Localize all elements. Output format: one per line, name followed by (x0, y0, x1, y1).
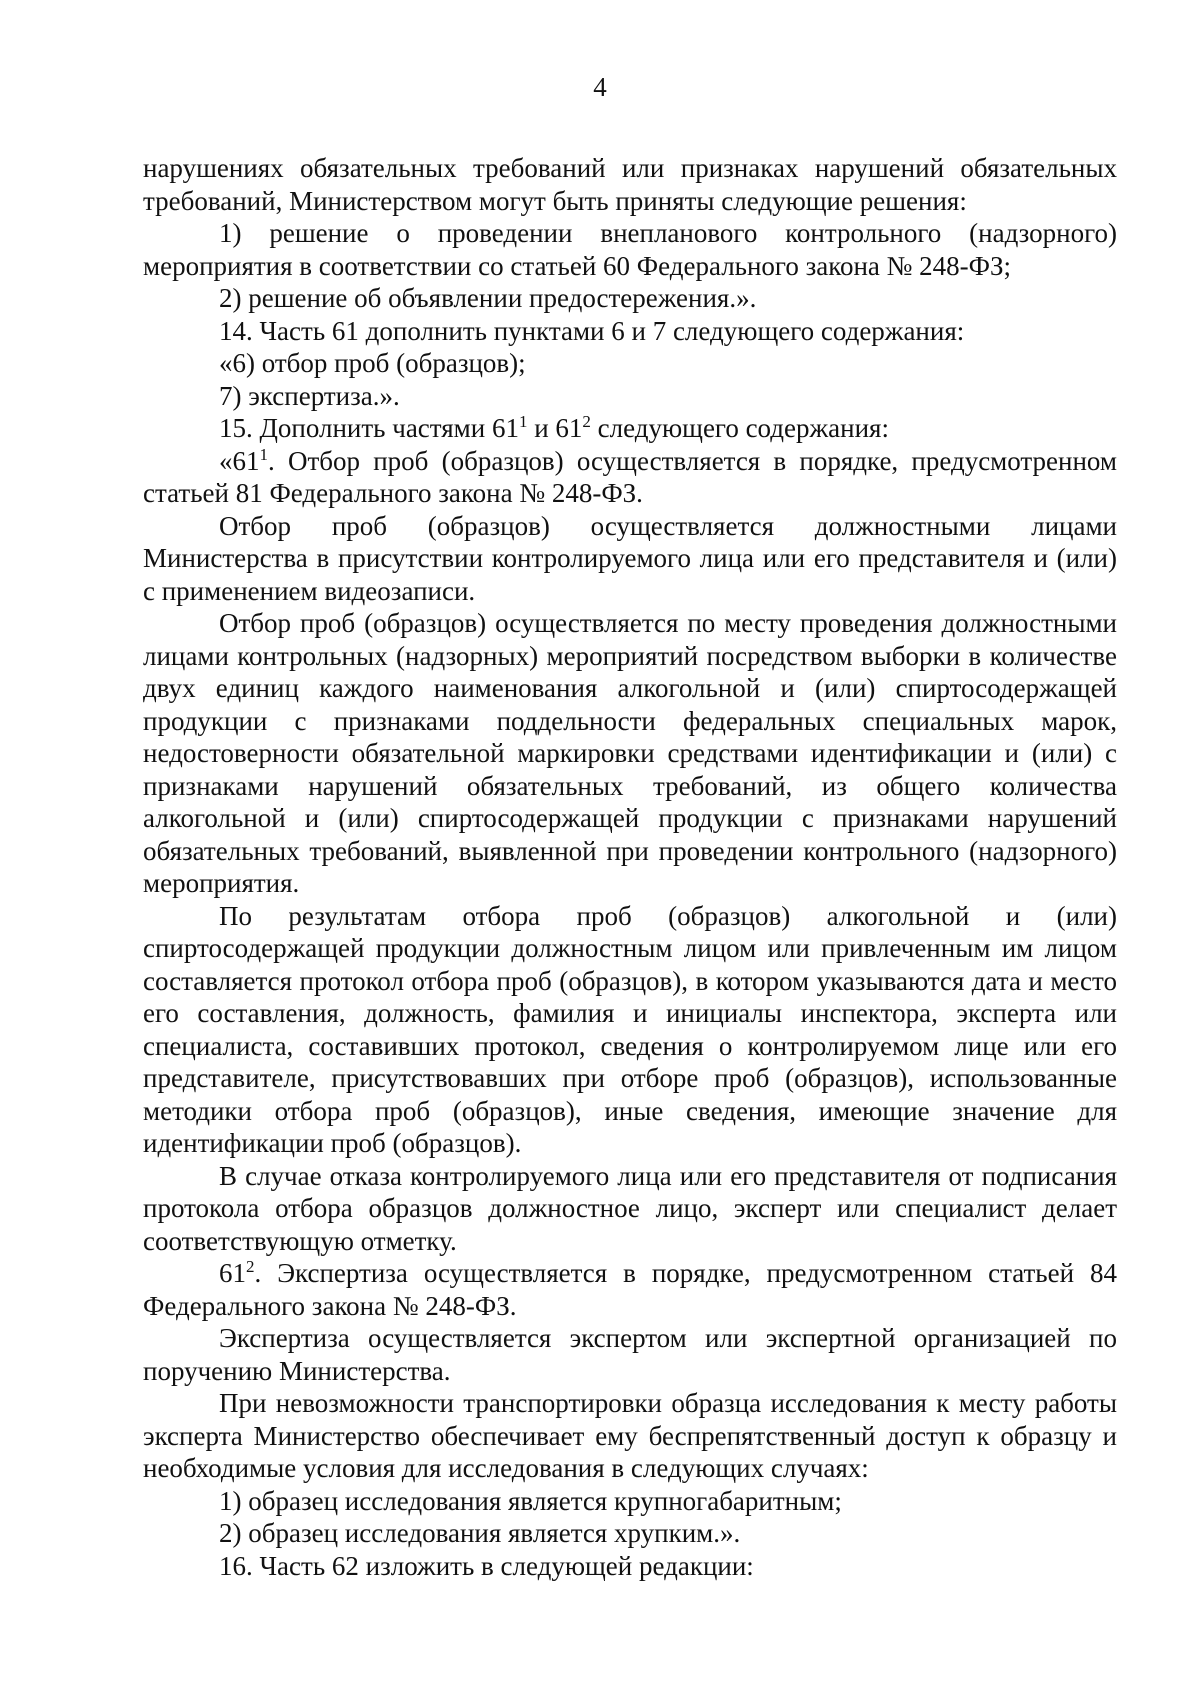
paragraph-item-15 (143, 412, 1117, 445)
paragraph-item-14: 14. Часть 61 дополнить пунктами 6 и 7 следующего содержания: (219, 315, 965, 346)
part-61-1-text-b: . Отбор проб (образцов) осуществляется в порядке, предусмотренном статьей 81 Федерального закона № 248-ФЗ. (143, 445, 1117, 508)
part-61-2-text-a: 61 (219, 1258, 246, 1288)
page-number: 4 (593, 72, 607, 102)
paragraph-case-2: 2) образец исследования является хрупким.». (219, 1518, 741, 1548)
item-15-sup-b: 2 (582, 412, 591, 431)
paragraph-sampling-place: Отбор проб (образцов) осуществляется по месту проведения должностными лицами контрольных (надзорных) мероприятий посредством выборки в количестве двух единиц каждого наименования алкогольной и (или) спиртосодержащей продукции с признаками поддельности федеральных специальных марок, недостоверности обязательной маркировки средствами идентификации и (или) с признаками нарушений обязательных требований, из общего количества алкогольной и (или) спиртосодержащей продукции с признаками нарушений обязательных требований, выявленной при проведении контрольного (надзорного) мероприятия. (143, 608, 1117, 898)
paragraph-item-16: 16. Часть 62 изложить в следующей редакции: (219, 1550, 754, 1581)
part-61-2-sup: 2 (246, 1257, 255, 1276)
paragraph-continuation: нарушениях обязательных требований или признаках нарушений обязательных требований, Министерством могут быть приняты следующие решения: (143, 153, 1117, 216)
paragraph-expertise-access: При невозможности транспортировки образца исследования к месту работы эксперта Министерство обеспечивает ему беспрепятственный доступ к образцу и необходимые условия для исследования в следующих случаях: (143, 1388, 1117, 1483)
part-61-1-sup: 1 (259, 444, 268, 464)
paragraph-decision-1: 1) решение о проведении внепланового контрольного (надзорного) мероприятия в соответствии со статьей 60 Федерального закона № 248-ФЗ; (143, 218, 1117, 281)
item-15-text-a: 15. Дополнить частями 61 (219, 413, 519, 443)
item-15-sup-a: 1 (518, 412, 528, 431)
paragraph-case-1: 1) образец исследования является крупногабаритным; (219, 1485, 842, 1516)
paragraph-point-7: 7) экспертиза.». (219, 380, 400, 411)
paragraph-part-61-1 (143, 445, 1117, 510)
item-15-text-c: следующего содержания: (590, 413, 889, 443)
paragraph-sampling-presence: Отбор проб (образцов) осуществляется должностными лицами Министерства в присутствии контролируемого лица или его представителя и (или) с применением видеозаписи. (143, 510, 1117, 606)
paragraph-point-6: «6) отбор проб (образцов); (219, 348, 526, 378)
paragraph-decision-2: 2) решение об объявлении предостережения.». (219, 283, 757, 313)
document-body (143, 152, 1117, 1582)
part-61-1-text-a: «61 (219, 445, 260, 476)
paragraph-expertise-by: Экспертиза осуществляется экспертом или экспертной организацией по поручению Министерства. (143, 1323, 1117, 1386)
paragraph-sampling-protocol: По результатам отбора проб (образцов) алкогольной и (или) спиртосодержащей продукции должностным лицом или привлеченным им лицом составляется протокол отбора проб (образцов), в котором указываются дата и место его составления, должность, фамилия и инициалы инспектора, эксперта или специалиста, составивших протокол, сведения о контролируемом лице или его представителе, присутствовавших при отборе проб (образцов), использованные методики отбора проб (образцов), иные сведения, имеющие значение для идентификации проб (образцов). (143, 900, 1117, 1158)
paragraph-part-61-2 (143, 1257, 1117, 1322)
paragraph-refusal: В случае отказа контролируемого лица или его представителя от подписания протокола отбора образцов должностное лицо, эксперт или специалист делает соответствующую отметку. (143, 1160, 1117, 1256)
item-15-text-b: и 61 (527, 413, 583, 443)
part-61-2-text-b: . Экспертиза осуществляется в порядке, предусмотренном статьей 84 Федерального закона № 248-ФЗ. (143, 1258, 1117, 1321)
